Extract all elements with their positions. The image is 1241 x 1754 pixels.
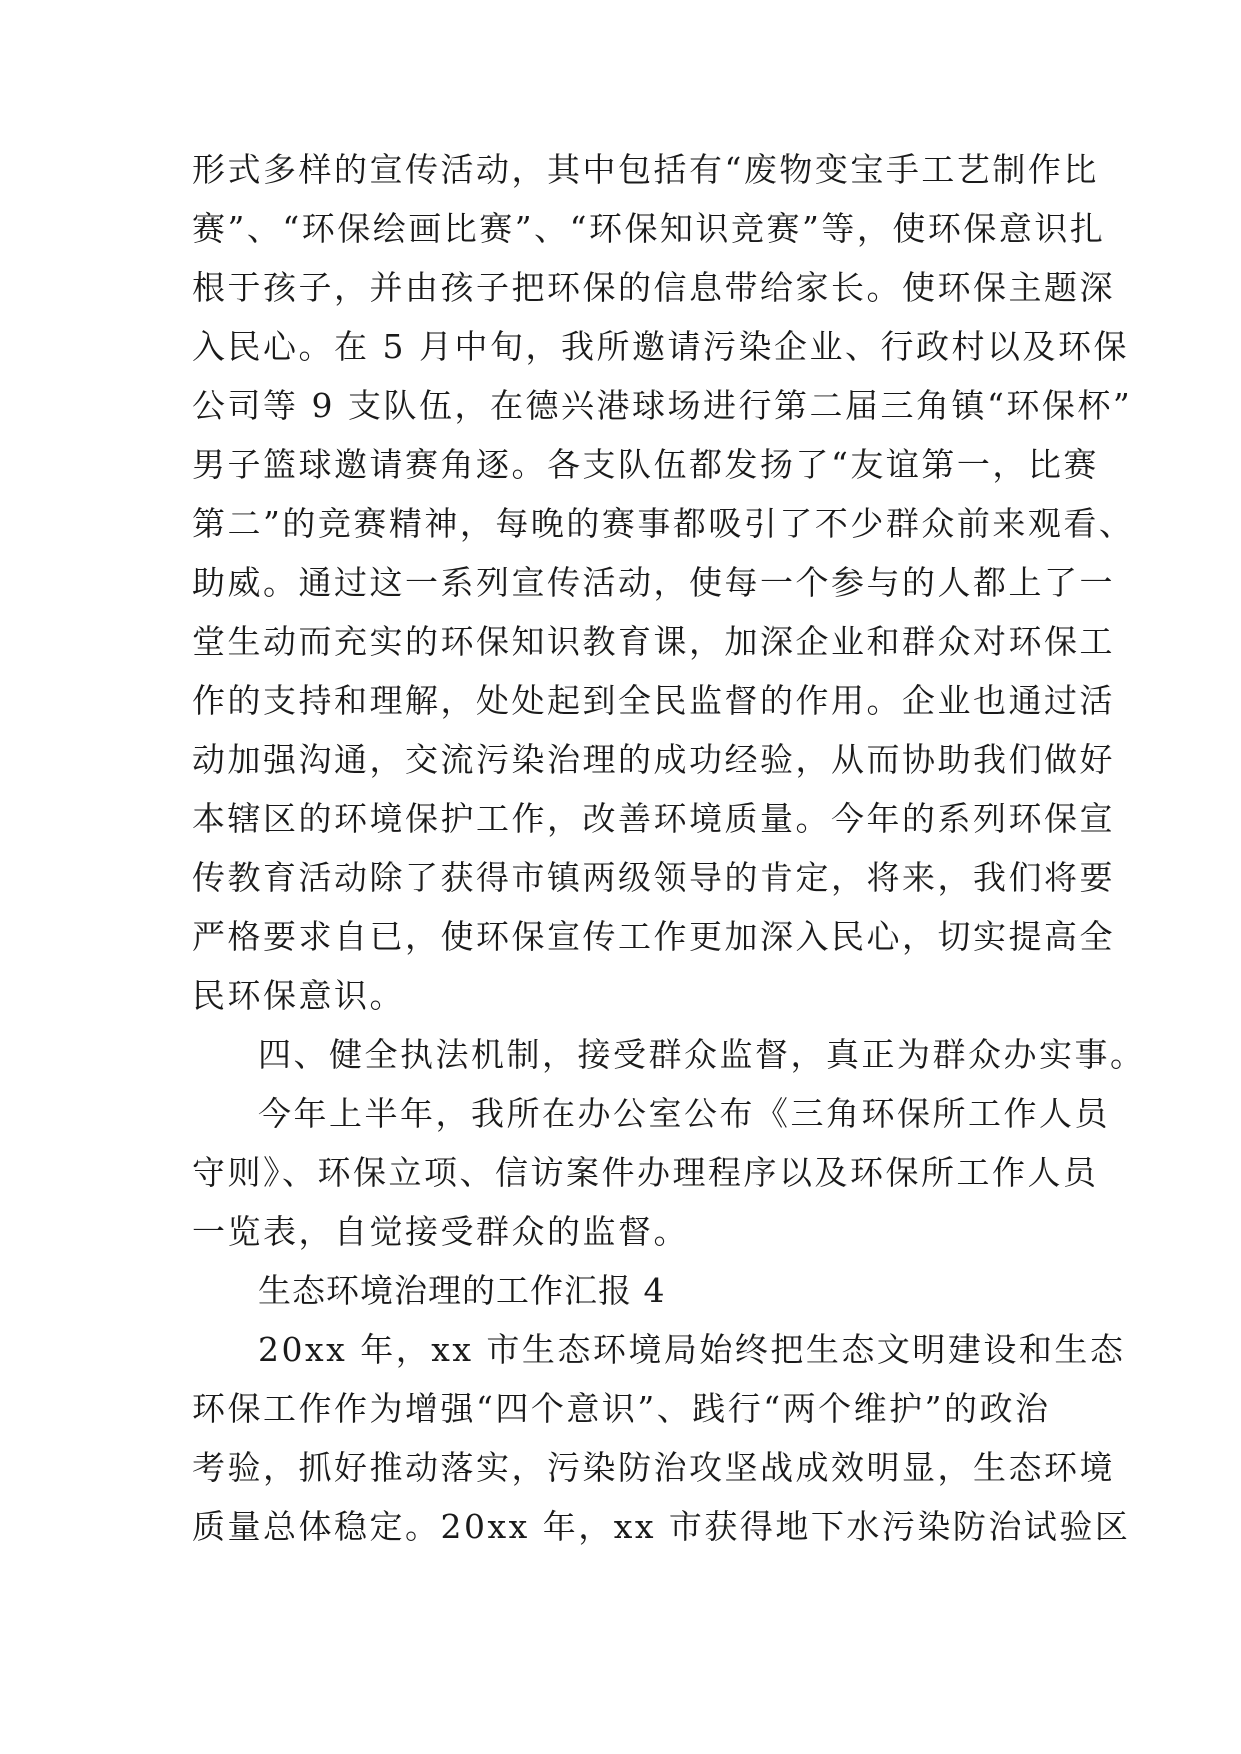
body-text-line: 20xx 年，xx 市生态环境局始终把生态文明建设和生态 (258, 1330, 1126, 1369)
body-text-line: 考验，抓好推动落实，污染防治攻坚战成效明显，生态环境 (192, 1448, 1115, 1487)
body-text-line: 作的支持和理解，处处起到全民监督的作用。企业也通过活 (192, 681, 1115, 720)
body-text-line: 堂生动而充实的环保知识教育课，加深企业和群众对环保工 (192, 622, 1115, 661)
body-text-line: 守则》、环保立项、信访案件办理程序以及环保所工作人员 (192, 1153, 1099, 1192)
body-text-line: 赛”、“环保绘画比赛”、“环保知识竞赛”等，使环保意识扎 (192, 209, 1106, 248)
body-text-line: 环保工作作为增强“四个意识”、践行“两个维护”的政治 (192, 1389, 1051, 1428)
body-text-line: 男子篮球邀请赛角逐。各支队伍都发扬了“友谊第一，比赛 (192, 445, 1099, 484)
body-text-line: 动加强沟通，交流污染治理的成功经验，从而协助我们做好 (192, 740, 1115, 779)
body-text-line: 公司等 9 支队伍，在德兴港球场进行第二届三角镇“环保杯” (192, 386, 1133, 425)
body-text-line: 本辖区的环境保护工作，改善环境质量。今年的系列环保宣 (192, 799, 1115, 838)
body-text-line: 传教育活动除了获得市镇两级领导的肯定，将来，我们将要 (192, 858, 1115, 897)
body-text-line: 入民心。在 5 月中旬，我所邀请污染企业、行政村以及环保 (192, 327, 1129, 366)
section-heading: 四、健全执法机制，接受群众监督，真正为群众办实事。 (258, 1035, 1146, 1074)
body-text-line: 民环保意识。 (192, 976, 405, 1015)
body-text-line: 一览表，自觉接受群众的监督。 (192, 1212, 689, 1251)
report-title: 生态环境治理的工作汇报 4 (258, 1271, 666, 1310)
body-text-line: 质量总体稳定。20xx 年，xx 市获得地下水污染防治试验区 (192, 1507, 1131, 1546)
body-text-line: 助威。通过这一系列宣传活动，使每一个参与的人都上了一 (192, 563, 1115, 602)
body-text-line: 严格要求自已，使环保宣传工作更加深入民心，切实提高全 (192, 917, 1115, 956)
body-text-line: 今年上半年，我所在办公室公布《三角环保所工作人员 (258, 1094, 1110, 1133)
body-text-line: 根于孩子，并由孩子把环保的信息带给家长。使环保主题深 (192, 268, 1115, 307)
body-text-line: 第二”的竞赛精神，每晚的赛事都吸引了不少群众前来观看、 (192, 504, 1135, 543)
body-text-line: 形式多样的宣传活动，其中包括有“废物变宝手工艺制作比 (192, 150, 1099, 189)
